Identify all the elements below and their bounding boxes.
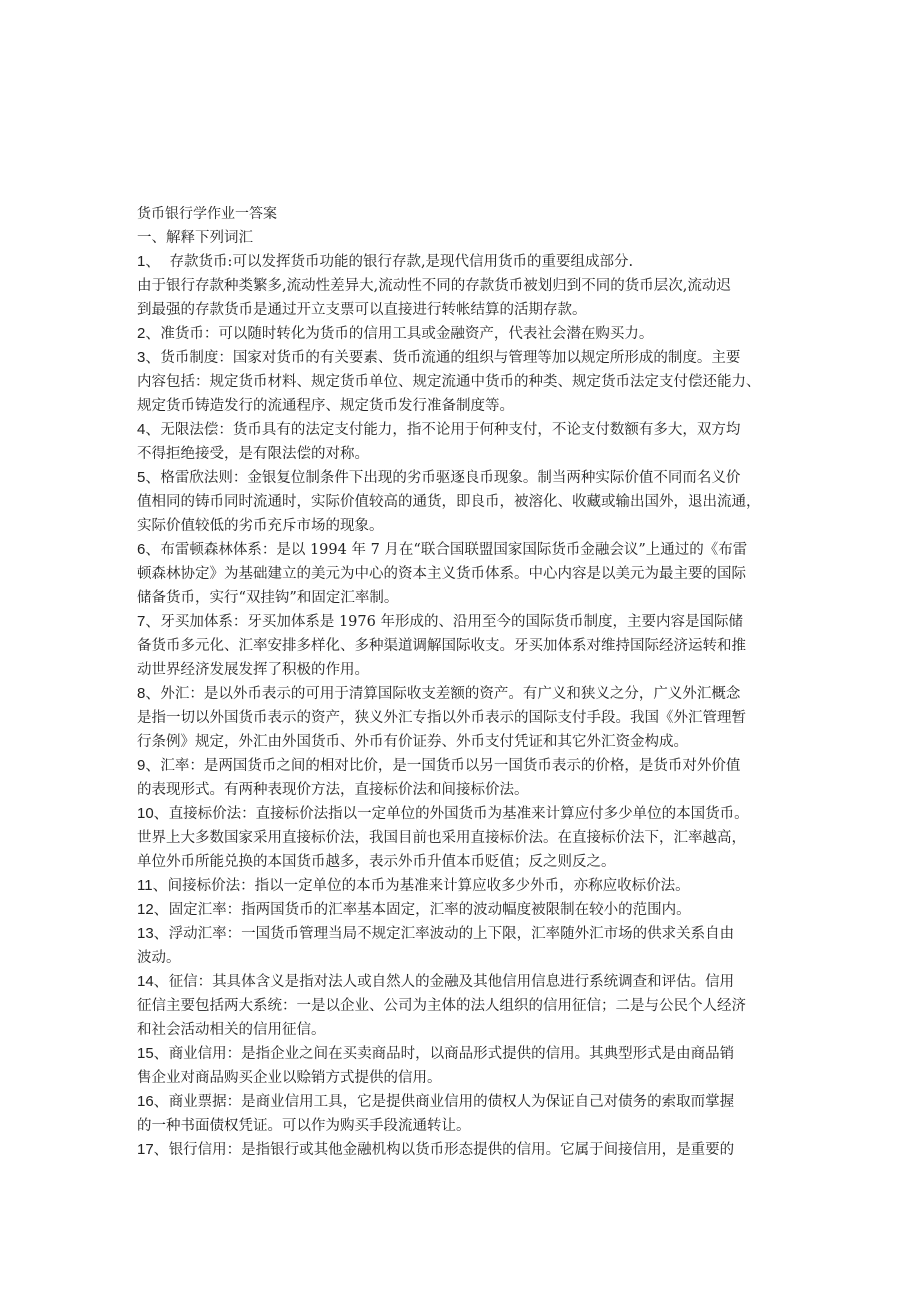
- entry-line: [137, 370, 785, 394]
- list-item: [137, 970, 785, 1042]
- entry-text: 商业票据：是商业信用工具，它是提供商业信用的债权人为保证自己对债务的索取而掌握: [168, 1094, 735, 1110]
- entry-text: 的表现形式。有两种表现价方法，直接标价法和间接标价法。: [137, 782, 529, 798]
- entry-line: [137, 538, 785, 562]
- entry-text: 储备货币，实行“双挂钩”和固定汇率制。: [137, 590, 399, 606]
- document-body: [137, 202, 785, 1162]
- entry-number: 17、: [137, 1141, 169, 1158]
- entry-line: [137, 778, 785, 802]
- list-item: [137, 898, 785, 922]
- entry-line: [137, 442, 785, 466]
- entry-text: 征信：其具体含义是指对法人或自然人的金融及其他信用信息进行系统调查和评估。信用: [168, 974, 735, 990]
- entry-text: 世界上大多数国家采用直接标价法，我国目前也采用直接标价法。在直接标价法下，汇率越高，: [137, 830, 746, 846]
- entry-line: [137, 1138, 785, 1162]
- list-item: [137, 610, 785, 682]
- entry-number: 9、: [137, 757, 161, 774]
- entry-number: 6、: [137, 541, 161, 558]
- list-item: [137, 802, 785, 874]
- entry-text: 单位外币所能兑换的本国货币越多，表示外币升值本币贬值；反之则反之。: [137, 854, 616, 870]
- list-item: [137, 346, 785, 418]
- list-item: [137, 874, 785, 898]
- entry-line: [137, 658, 785, 682]
- entry-line: [137, 946, 785, 970]
- entry-line: [137, 850, 785, 874]
- entry-line: [137, 1090, 785, 1114]
- entry-list: [137, 250, 785, 1162]
- entry-text: 波动。: [137, 950, 181, 966]
- entry-line: [137, 586, 785, 610]
- entry-line: [137, 634, 785, 658]
- entry-number: 12、: [137, 901, 169, 918]
- entry-line: [137, 562, 785, 586]
- entry-text: 和社会活动相关的信用征信。: [137, 1022, 326, 1038]
- entry-text: 银行信用：是指银行或其他金融机构以货币形态提供的信用。它属于间接信用，是重要的: [168, 1142, 735, 1158]
- entry-text: 准货币：可以随时转化为货币的信用工具或金融资产，代表社会潜在购买力。: [160, 326, 654, 342]
- entry-text: 由于银行存款种类繁多,流动性差异大,流动性不同的存款货币被划归到不同的货币层次,流动迟: [137, 278, 731, 294]
- entry-text: 动世界经济发展发挥了积极的作用。: [137, 662, 369, 678]
- entry-text: 的一种书面债权凭证。可以作为购买手段流通转让。: [137, 1118, 471, 1134]
- entry-text: 售企业对商品购买企业以赊销方式提供的信用。: [137, 1070, 442, 1086]
- entry-line: [137, 682, 785, 706]
- entry-number: 8、: [137, 685, 161, 702]
- entry-line: [137, 274, 785, 298]
- entry-text: 值相同的铸币同时流通时，实际价值较高的通货，即良币，被溶化、收藏或输出国外，退出流通，: [137, 494, 761, 510]
- section-heading: 一、解释下列词汇: [137, 230, 253, 246]
- entry-text: 内容包括：规定货币材料、规定货币单位、规定流通中货币的种类、规定货币法定支付偿还能力、: [137, 374, 761, 390]
- entry-line: [137, 754, 785, 778]
- entry-line: [137, 874, 785, 898]
- entry-line: [137, 1066, 785, 1090]
- list-item: [137, 322, 785, 346]
- entry-text: 布雷顿森林体系：是以 1994 年 7 月在“联合国联盟国家国际货币金融会议”上通过的《布雷: [160, 542, 748, 558]
- entry-line: [137, 826, 785, 850]
- entry-line: [137, 322, 785, 346]
- entry-line: [137, 490, 785, 514]
- entry-line: [137, 994, 785, 1018]
- entry-line: [137, 250, 785, 274]
- entry-text: 到最强的存款货币是通过开立支票可以直接进行转帐结算的活期存款。: [137, 302, 587, 318]
- entry-line: [137, 298, 785, 322]
- entry-line: [137, 610, 785, 634]
- entry-number: 10、: [137, 805, 169, 822]
- entry-number: 7、: [137, 613, 161, 630]
- list-item: [137, 1138, 785, 1162]
- list-item: [137, 922, 785, 970]
- entry-line: [137, 1042, 785, 1066]
- entry-line: [137, 922, 785, 946]
- entry-number: 11、: [137, 877, 168, 894]
- entry-text: 商业信用：是指企业之间在买卖商品时，以商品形式提供的信用。其典型形式是由商品销: [168, 1046, 735, 1062]
- list-item: [137, 418, 785, 466]
- entry-text: 汇率：是两国货币之间的相对比价，是一国货币以另一国货币表示的价格，是货币对外价值: [160, 758, 741, 774]
- entry-text: 存款货币:可以发挥货币功能的银行存款,是现代信用货币的重要组成部分.: [160, 254, 634, 270]
- entry-line: [137, 970, 785, 994]
- entry-number: 15、: [137, 1045, 169, 1062]
- entry-line: [137, 466, 785, 490]
- entry-line: [137, 898, 785, 922]
- list-item: [137, 754, 785, 802]
- list-item: [137, 538, 785, 610]
- entry-text: 规定货币铸造发行的流通程序、规定货币发行准备制度等。: [137, 398, 514, 414]
- entry-text: 直接标价法：直接标价法指以一定单位的外国货币为基准来计算应付多少单位的本国货币。: [168, 806, 749, 822]
- entry-line: [137, 394, 785, 418]
- entry-line: [137, 346, 785, 370]
- entry-text: 牙买加体系：牙买加体系是 1976 年形成的、沿用至今的国际货币制度，主要内容是国际储: [160, 614, 743, 630]
- entry-text: 固定汇率：指两国货币的汇率基本固定，汇率的波动幅度被限制在较小的范围内。: [168, 902, 691, 918]
- entry-text: 浮动汇率：一国货币管理当局不规定汇率波动的上下限，汇率随外汇市场的供求关系自由: [168, 926, 735, 942]
- entry-text: 货币制度：国家对货币的有关要素、货币流通的组织与管理等加以规定所形成的制度。主要: [160, 350, 741, 366]
- entry-number: 1、: [137, 253, 161, 270]
- entry-line: [137, 418, 785, 442]
- entry-number: 2、: [137, 325, 161, 342]
- entry-number: 14、: [137, 973, 169, 990]
- entry-text: 实际价值较低的劣币充斥市场的现象。: [137, 518, 384, 534]
- entry-text: 顿森林协定》为基础建立的美元为中心的资本主义货币体系。中心内容是以美元为最主要的国际: [137, 566, 746, 582]
- document-title: 货币银行学作业一答案: [137, 206, 277, 222]
- list-item: [137, 1090, 785, 1138]
- entry-number: 3、: [137, 349, 161, 366]
- entry-text: 无限法偿：货币具有的法定支付能力，指不论用于何种支付，不论支付数额有多大，双方均: [160, 422, 741, 438]
- list-item: [137, 1042, 785, 1090]
- entry-number: 16、: [137, 1093, 169, 1110]
- entry-line: [137, 514, 785, 538]
- entry-line: [137, 730, 785, 754]
- entry-text: 征信主要包括两大系统：一是以企业、公司为主体的法人组织的信用征信；二是与公民个人经济: [137, 998, 746, 1014]
- entry-line: [137, 706, 785, 730]
- entry-text: 外汇：是以外币表示的可用于清算国际收支差额的资产。有广义和狭义之分，广义外汇概念: [160, 686, 741, 702]
- entry-text: 不得拒绝接受，是有限法偿的对称。: [137, 446, 369, 462]
- entry-text: 备货币多元化、汇率安排多样化、多种渠道调解国际收支。牙买加体系对维持国际经济运转和推: [137, 638, 746, 654]
- entry-text: 间接标价法：指以一定单位的本币为基准来计算应收多少外币，亦称应收标价法。: [167, 878, 690, 894]
- list-item: [137, 250, 785, 322]
- entry-line: [137, 1018, 785, 1042]
- entry-number: 4、: [137, 421, 161, 438]
- entry-line: [137, 802, 785, 826]
- entry-line: [137, 1114, 785, 1138]
- list-item: [137, 466, 785, 538]
- entry-text: 是指一切以外国货币表示的资产，狭义外汇专指以外币表示的国际支付手段。我国《外汇管理暂: [137, 710, 746, 726]
- entry-number: 13、: [137, 925, 169, 942]
- entry-number: 5、: [137, 469, 161, 486]
- entry-text: 格雷欣法则：金银复位制条件下出现的劣币驱逐良币现象。制当两种实际价值不同而名义价: [160, 470, 741, 486]
- entry-text: 行条例》规定，外汇由外国货币、外币有价证券、外币支付凭证和其它外汇资金构成。: [137, 734, 688, 750]
- list-item: [137, 682, 785, 754]
